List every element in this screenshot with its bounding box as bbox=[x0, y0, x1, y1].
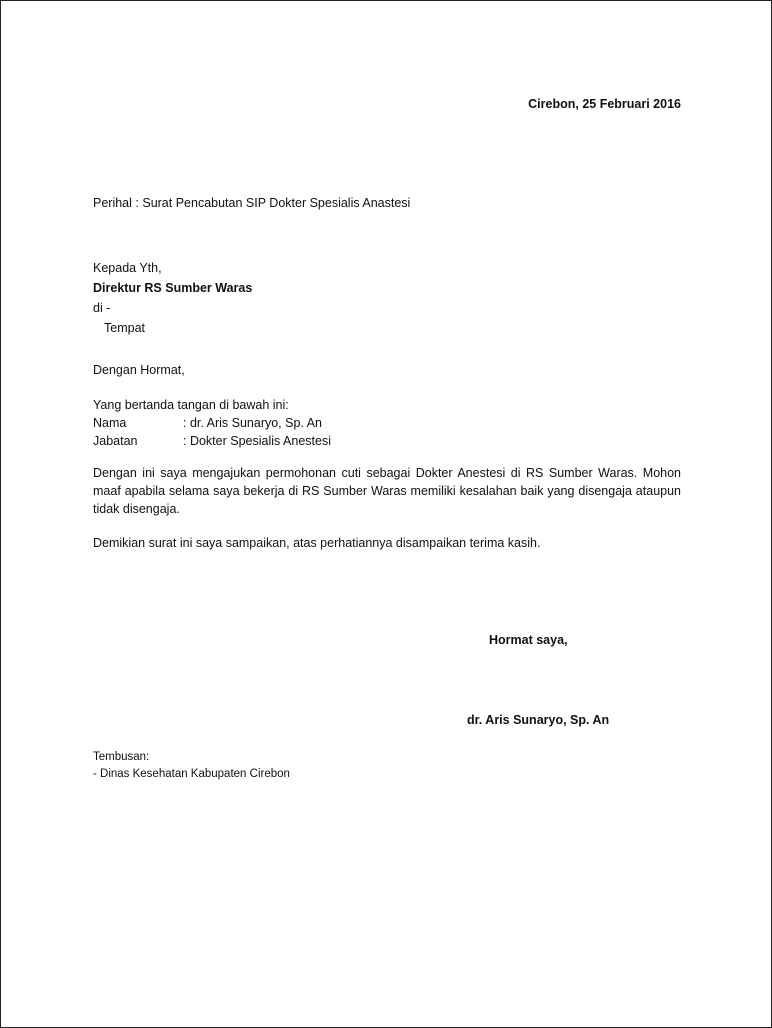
signer-intro: Yang bertanda tangan di bawah ini: bbox=[93, 398, 289, 412]
field-value-name: : dr. Aris Sunaryo, Sp. An bbox=[183, 416, 322, 430]
regards: Hormat saya, bbox=[489, 633, 568, 647]
field-label-position: Jabatan bbox=[93, 434, 138, 448]
cc-label: Tembusan: bbox=[93, 751, 150, 763]
cc-block bbox=[93, 749, 290, 783]
field-row-name bbox=[93, 414, 331, 432]
subject-label: Perihal bbox=[93, 196, 132, 210]
field-label-name: Nama bbox=[93, 416, 127, 430]
subject-text: : Surat Pencabutan SIP Dokter Spesialis Anastesi bbox=[135, 196, 411, 210]
field-value-position: : Dokter Spesialis Anestesi bbox=[183, 434, 331, 448]
signature-name: dr. Aris Sunaryo, Sp. An bbox=[467, 713, 610, 727]
recipient-block bbox=[93, 259, 252, 339]
letter-body: Dengan ini saya mengajukan permohonan cuti sebagai Dokter Anestesi di RS Sumber Waras. Mohon maaf apabila selama saya bekerja di RS Sumber Waras memiliki kesalahan baik yang disengaja ataupun tidak disengaja. bbox=[93, 466, 681, 516]
letter-date: Cirebon, 25 Februari 2016 bbox=[528, 97, 681, 111]
greeting: Dengan Hormat, bbox=[93, 363, 185, 377]
field-row-position bbox=[93, 432, 331, 450]
signer-details bbox=[93, 396, 331, 450]
recipient-place: Tempat bbox=[104, 321, 145, 335]
letter-subject bbox=[93, 194, 410, 212]
recipient-at: di - bbox=[93, 301, 111, 315]
recipient-salutation: Kepada Yth, bbox=[93, 261, 162, 275]
letter-closing: Demikian surat ini saya sampaikan, atas perhatiannya disampaikan terima kasih. bbox=[93, 536, 541, 550]
recipient-name: Direktur RS Sumber Waras bbox=[93, 281, 253, 295]
cc-item: - Dinas Kesehatan Kabupaten Cirebon bbox=[93, 768, 290, 780]
